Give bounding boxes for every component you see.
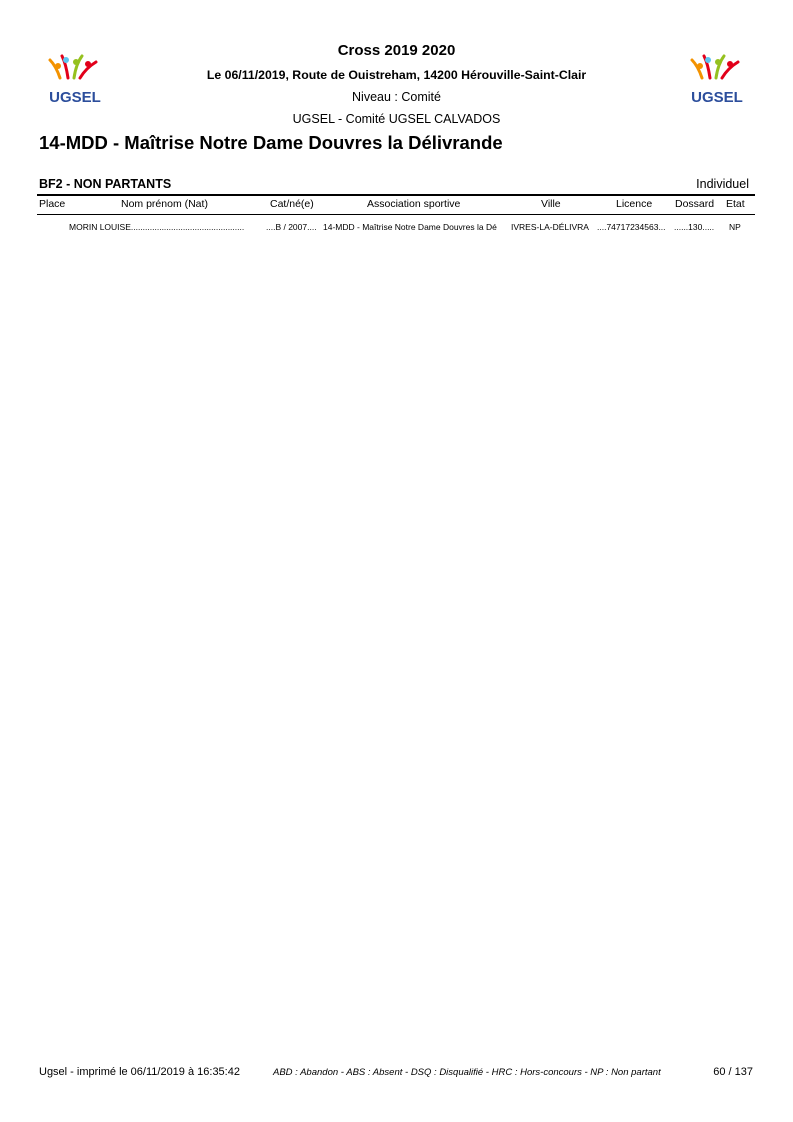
cell-city: IVRES-LA-DÉLIVRA <box>511 222 589 232</box>
cell-cat: ....B / 2007.... <box>266 222 317 232</box>
col-header-place: Place <box>39 198 66 210</box>
section-type: Individuel <box>696 177 749 191</box>
col-header-status: Etat <box>726 198 745 210</box>
col-header-cat: Cat/né(e) <box>270 198 314 210</box>
competition-title: Cross 2019 2020 <box>337 42 456 59</box>
table-header-rule-bottom <box>37 214 755 215</box>
cell-bib: ......130..... <box>674 222 715 232</box>
footer-printed-date: Ugsel - imprimé le 06/11/2019 à 16:35:42 <box>39 1066 240 1078</box>
ugsel-logo-right <box>684 50 750 106</box>
table-header-rule-top <box>37 194 755 196</box>
ugsel-logo-left <box>42 50 108 106</box>
cell-status: NP <box>729 222 741 232</box>
cell-licence: ....74717234563... <box>597 222 666 232</box>
school-title: 14-MDD - Maîtrise Notre Dame Douvres la Délivrande <box>39 132 503 153</box>
ugsel-logo-graphic <box>684 50 750 106</box>
competition-level: Niveau : Comité <box>352 90 441 104</box>
footer-legend: ABD : Abandon - ABS : Absent - DSQ : Disqualifié - HRC : Hors-concours - NP : Non partant <box>273 1067 661 1078</box>
col-header-licence: Licence <box>616 198 653 210</box>
col-header-bib: Dossard <box>675 198 715 210</box>
cell-association: 14-MDD - Maîtrise Notre Dame Douvres la Dé <box>323 222 497 232</box>
col-header-name: Nom prénom (Nat) <box>121 198 208 210</box>
col-header-city: Ville <box>541 198 561 210</box>
event-date-location: Le 06/11/2019, Route de Ouistreham, 14200 Hérouville-Saint-Clair <box>206 68 587 82</box>
cell-name: MORIN LOUISE................................................ <box>69 222 245 232</box>
organization: UGSEL - Comité UGSEL CALVADOS <box>292 112 501 126</box>
col-header-association: Association sportive <box>367 198 461 210</box>
footer-page-number: 60 / 137 <box>713 1066 753 1078</box>
section-title: BF2 - NON PARTANTS <box>39 177 172 191</box>
ugsel-logo-graphic <box>42 50 108 106</box>
ugsel-logo-text: UGSEL <box>691 89 743 106</box>
ugsel-logo-text: UGSEL <box>49 89 101 106</box>
